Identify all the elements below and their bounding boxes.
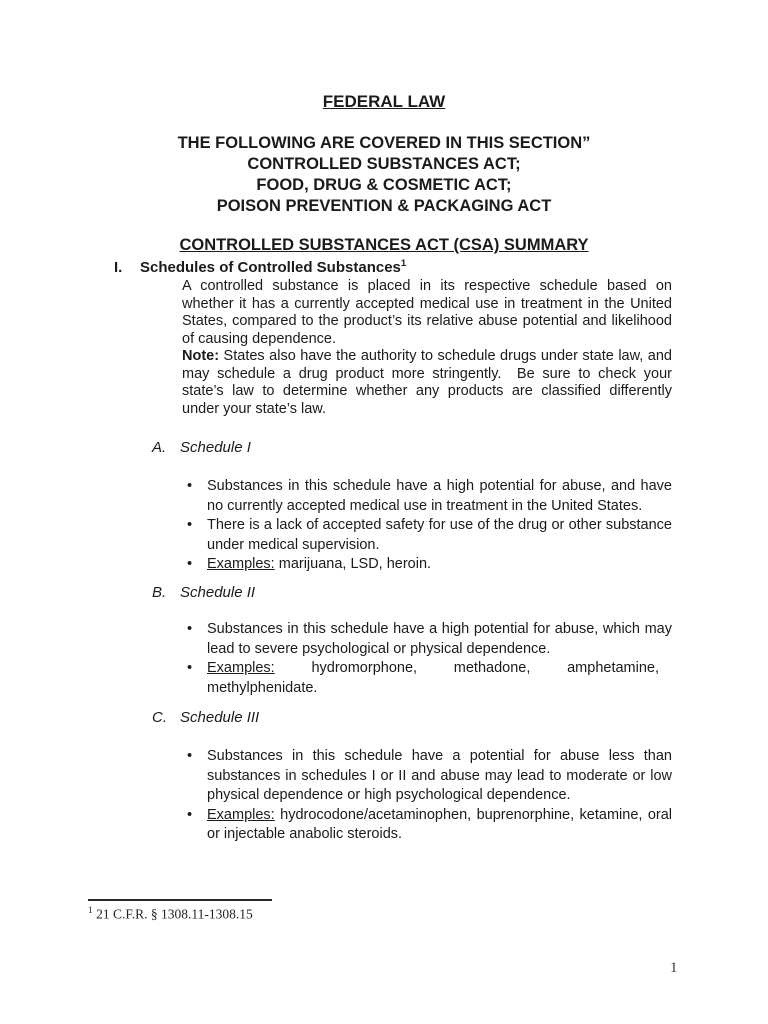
examples-text: hydromorphone, methadone, amphetamine, methylphenidate. — [207, 660, 660, 696]
bullet-icon: • — [187, 478, 193, 494]
intro-line: THE FOLLOWING ARE COVERED IN THIS SECTION” — [177, 134, 591, 152]
bullet-text: Substances in this schedule have a high potential for abuse, and have no currently accepted medical use in treatment in the United States. — [207, 478, 672, 514]
note-label: Note: — [182, 348, 220, 364]
schedule-letter: B. — [152, 584, 167, 601]
bullet-text: There is a lack of accepted safety for use of the drug or other substance under medical supervision. — [207, 517, 672, 553]
schedule-c-heading — [152, 709, 259, 726]
intro-line: POISON PREVENTION & PACKAGING ACT — [216, 197, 552, 215]
list-item — [187, 806, 672, 845]
page-title: FEDERAL LAW — [322, 92, 446, 111]
section-numeral: I. — [114, 259, 123, 276]
bullet-text — [207, 555, 672, 575]
schedule-name: Schedule II — [180, 584, 256, 601]
examples-text: hydrocodone/acetaminophen, buprenorphine, ketamine, oral or injectable anabolic steroids. — [207, 806, 673, 842]
intro-line: CONTROLLED SUBSTANCES ACT; — [247, 155, 521, 173]
schedule-name: Schedule I — [180, 439, 251, 456]
list-item — [187, 555, 672, 575]
footnote-number: 1 — [88, 906, 93, 916]
examples-label: Examples: — [207, 556, 275, 572]
footnote-reference: 1 — [400, 258, 407, 269]
csa-summary-heading: CONTROLLED SUBSTANCES ACT (CSA) SUMMARY — [179, 236, 589, 254]
schedule-c-bullets — [187, 747, 672, 845]
schedule-b-heading — [152, 584, 255, 601]
schedule-name: Schedule III — [180, 709, 260, 726]
note-paragraph — [182, 348, 672, 418]
schedule-a-heading — [152, 439, 251, 456]
schedule-letter: A. — [152, 439, 167, 456]
intro-heading-block — [0, 133, 768, 217]
examples-label: Examples: — [207, 660, 275, 676]
bullet-icon: • — [187, 660, 193, 676]
section-i-heading — [114, 258, 406, 276]
bullet-icon: • — [187, 517, 193, 533]
footnote-text: 21 C.F.R. § 1308.11-1308.15 — [96, 906, 253, 922]
bullet-text: Substances in this schedule have a high potential for abuse, which may lead to severe psychological or physical dependence. — [207, 621, 672, 657]
bullet-icon: • — [187, 806, 193, 823]
list-item — [187, 516, 672, 555]
section-i-body — [182, 278, 672, 418]
bullet-text — [207, 806, 672, 845]
footnote — [88, 899, 272, 923]
list-item — [187, 747, 672, 806]
bullet-text: Substances in this schedule have a potential for abuse less than substances in schedules I or II and abuse may lead to moderate or low physical dependence or high psychological dependence. — [207, 748, 672, 803]
bullet-text — [207, 659, 659, 698]
examples-text: marijuana, LSD, heroin. — [278, 556, 432, 572]
bullet-icon: • — [187, 621, 193, 637]
paragraph: A controlled substance is placed in its respective schedule based on whether it has a currently accepted medical use in treatment in the United States, compared to the product’s its relative abuse potential and likelihood of causing dependence. — [182, 278, 672, 347]
intro-line: FOOD, DRUG & COSMETIC ACT; — [256, 176, 512, 194]
schedule-b-bullets — [187, 620, 672, 698]
list-item — [187, 477, 672, 516]
bullet-icon: • — [187, 556, 193, 572]
examples-label: Examples: — [207, 806, 275, 823]
schedule-a-bullets — [187, 477, 672, 575]
bullet-icon: • — [187, 748, 193, 764]
note-text: States also have the authority to schedule drugs under state law, and may schedule a drug product more stringently. Be sure to check your state’s law to determine whether any products are classified differently under your state’s law. — [182, 348, 672, 417]
page-number: 1 — [670, 960, 678, 976]
list-item — [187, 659, 672, 698]
schedule-letter: C. — [152, 709, 167, 726]
section-heading-text: Schedules of Controlled Substances — [140, 259, 401, 276]
list-item — [187, 620, 672, 659]
footnote-separator — [88, 899, 272, 901]
footnote-text-line — [88, 906, 272, 923]
